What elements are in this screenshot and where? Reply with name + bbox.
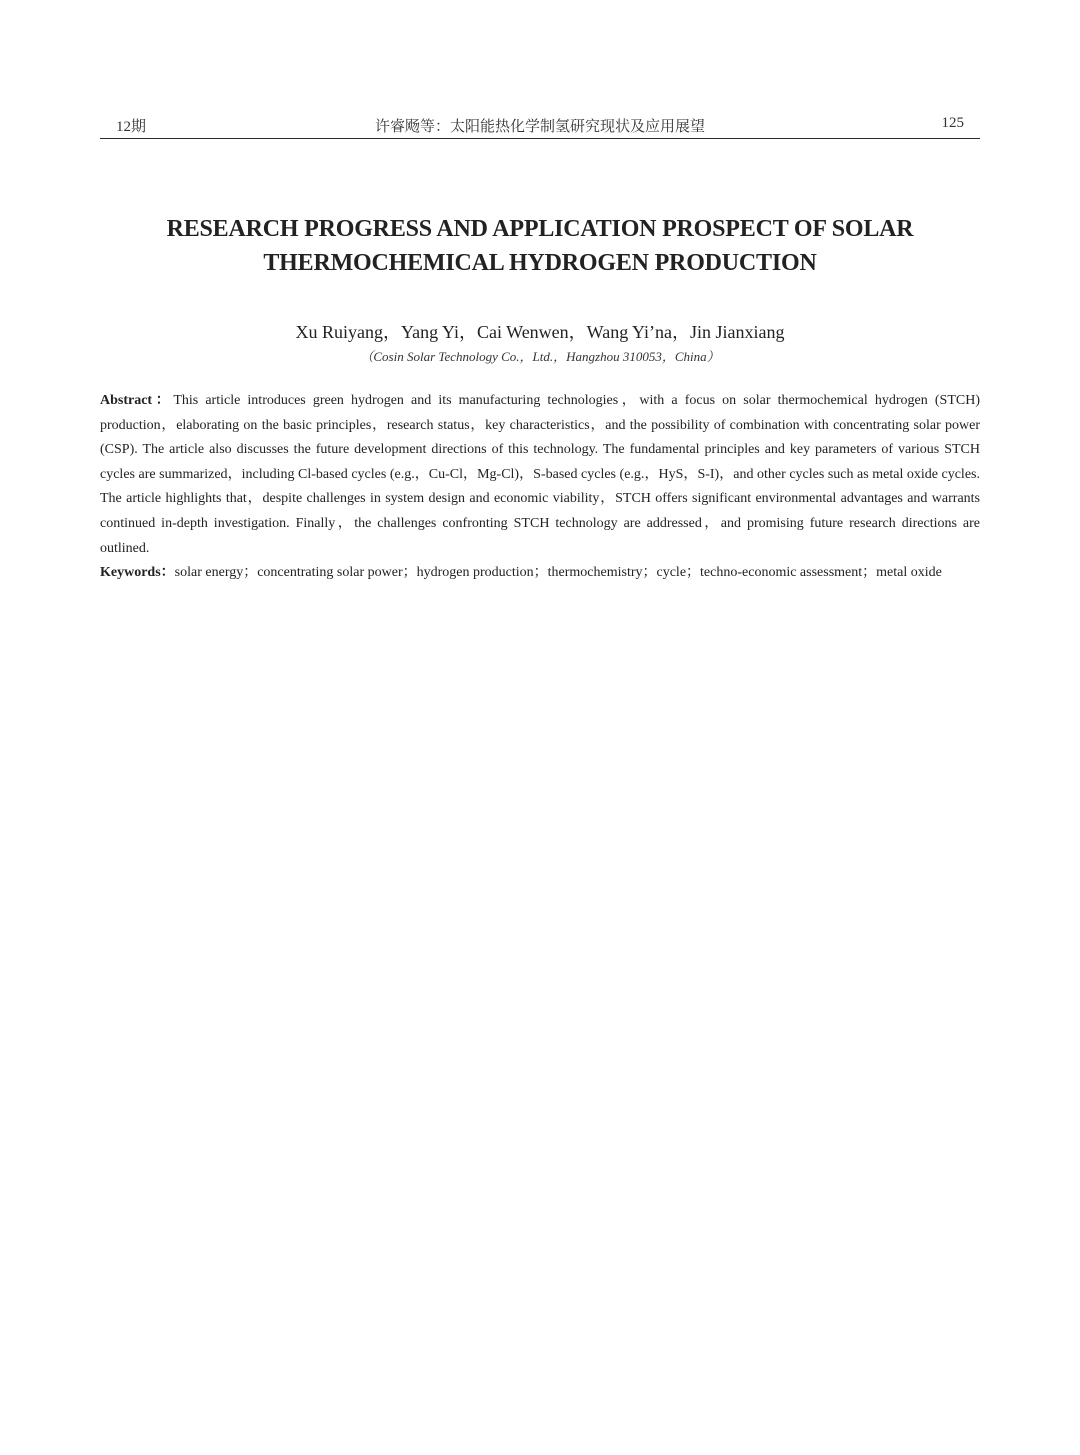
keywords-paragraph [100, 561, 980, 586]
issue-number: 12期 [116, 119, 147, 135]
abstract-label: Abstract： [100, 393, 174, 408]
running-header [100, 112, 980, 139]
author-list: Xu Ruiyang，Yang Yi，Cai Wenwen，Wang Yi’na，Jin Jianxiang [295, 322, 785, 342]
keywords-text: solar energy；concentrating solar power；hydrogen production；thermochemistry；cycle；techno-economic assessment；metal oxide [174, 565, 942, 580]
keywords-label: Keywords： [100, 565, 175, 580]
abstract-paragraph [100, 389, 980, 561]
article-title [100, 212, 980, 280]
affiliation: （Cosin Solar Technology Co.，Ltd.，Hangzhou 310053，China） [360, 349, 720, 364]
abstract-text: This article introduces green hydrogen and its manufacturing technologies，with a focus on solar thermochemical hydrogen (STCH) production，elaborating on the basic principles，research status，key characteristics，and the possibility of combination with concentrating solar power (CSP). The article also discusses the future development directions of this technology. The fundamental principles and key parameters of various STCH cycles are summarized，including Cl-based cycles (e.g.，Cu-Cl，Mg-Cl)，S-based cycles (e.g.，HyS，S-I)，and other cycles such as metal oxide cycles. The article highlights that，despite challenges in system design and economic viability，STCH offers significant environmental advantages and warrants continued in-depth investigation. Finally，the challenges confronting STCH technology are addressed，and promising future research directions are outlined. [100, 393, 980, 556]
running-title: 许睿飏等：太阳能热化学制氢研究现状及应用展望 [374, 119, 705, 135]
page-number: 125 [941, 115, 964, 131]
title-line-2: THERMOCHEMICAL HYDROGEN PRODUCTION [263, 250, 817, 276]
title-line-1: RESEARCH PROGRESS AND APPLICATION PROSPECT OF SOLAR [166, 216, 914, 242]
